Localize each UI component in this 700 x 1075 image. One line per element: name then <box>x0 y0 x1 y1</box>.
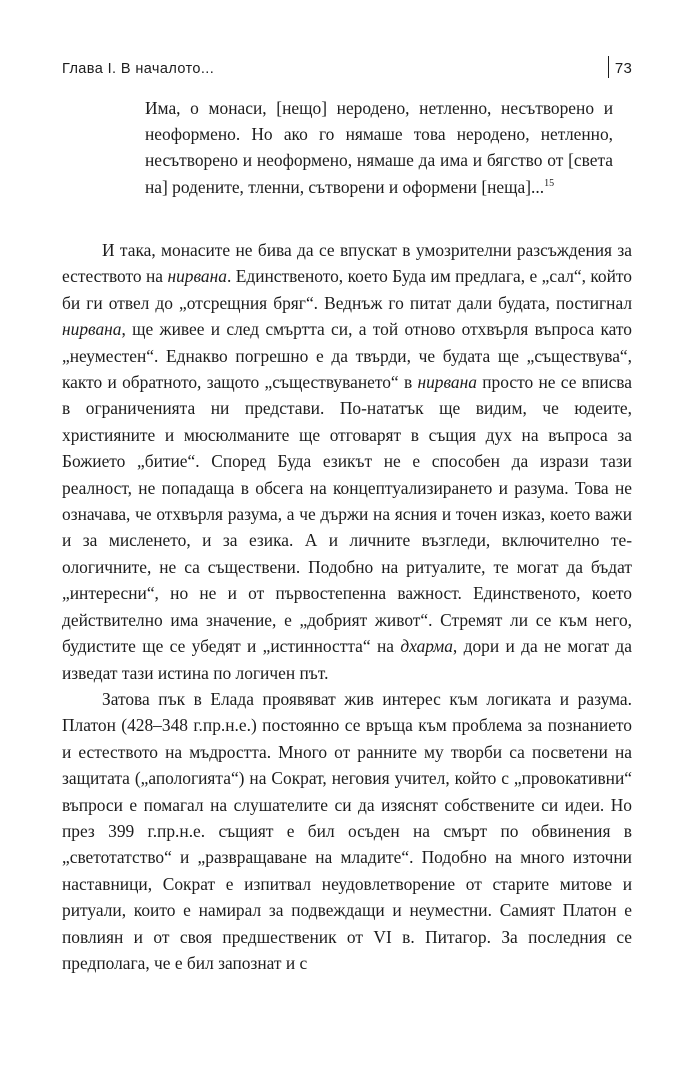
paragraph-hellas: Затова пък в Елада проявяват жив интерес към логиката и разума. Платон (428–348 г.пр.н.е.) постоянно се връща към проблема за познанието и естеството на мъдростта. Много от ранните му творби са посветени на защитата („апологията“) на Сократ, неговия учител, който с „провокативни“ въпроси е помагал на слушателите си да изяснят собствените си идеи. Но през 399 г.пр.н.е. същият е бил осъден на смърт по обвинения в „светотатство“ и „развращаване на младите“. Подобно на много източни наставници, Сократ е изпитвал неудовлетворение от старите митове и ритуали, които е намирал за подвеждащи и неуместни. Самият Платон е повлиян и от своя предшественик от VI в. Питагор. За последния се предполага, че е бил запознат и с <box>62 688 632 973</box>
quote-paragraph <box>145 95 613 200</box>
block-quote <box>145 95 613 200</box>
quote-text: Има, о монаси, [нещо] нероденo, нетленно, несътворено и неоформено. Но ако го нямаше това неродено, нетленно, несътворено и неоформено, нямаше да има и бягство от [света на] родените, тленни, сътворени и оформени [неща]... <box>145 98 613 197</box>
page-divider <box>608 56 609 78</box>
body-text <box>62 237 632 976</box>
page-number-block <box>608 56 632 78</box>
running-header <box>62 56 632 86</box>
paragraph-nirvana: И така, монасите не бива да се впускат в умозрителни разсъждения за естеството на нирвана. Единственото, което Буда им предлага, е „сал“, който би ги отвел до „отсрещния бряг“. Веднъж го питат дали будата, постигнал нирвана, ще живее и след смъртта си, а той отново отхвърля въпроса като „неуместен“. Еднакво погрешно е да твърди, че будата ще „съществува“, както и обратното, защото „съществуването“ в нирвана просто не се вписва в ограниченията ни представи. По-нататък ще видим, че юдеите, християните и мюсюлманите ще отговарят в същия дух на въпроса за Божието „битие“. Според Буда езикът не е способен да изрази тази реалност, не попадаща в обсега на концептуализирането и разума. Това не означава, че отхвърля разума, а че държи на ясния и точен изказ, което важи и за мисленето, и за езика. А и личните възгледи, включително теологичните, не са съществени. Подобно на ритуалите, те могат да бъдат „интересни“, но не и от първостепенна важност. Единственото, което действително има значение, е „добрият живот“. Стремят ли се към него, будистите ще се убедят и „истинността“ на дхарма, дори и да не могат да изведат тази истина по логичен път. <box>62 240 633 683</box>
page-number: 73 <box>614 60 632 77</box>
footnote-reference: 15 <box>544 177 555 189</box>
chapter-title: Глава I. В началото... <box>62 61 215 77</box>
